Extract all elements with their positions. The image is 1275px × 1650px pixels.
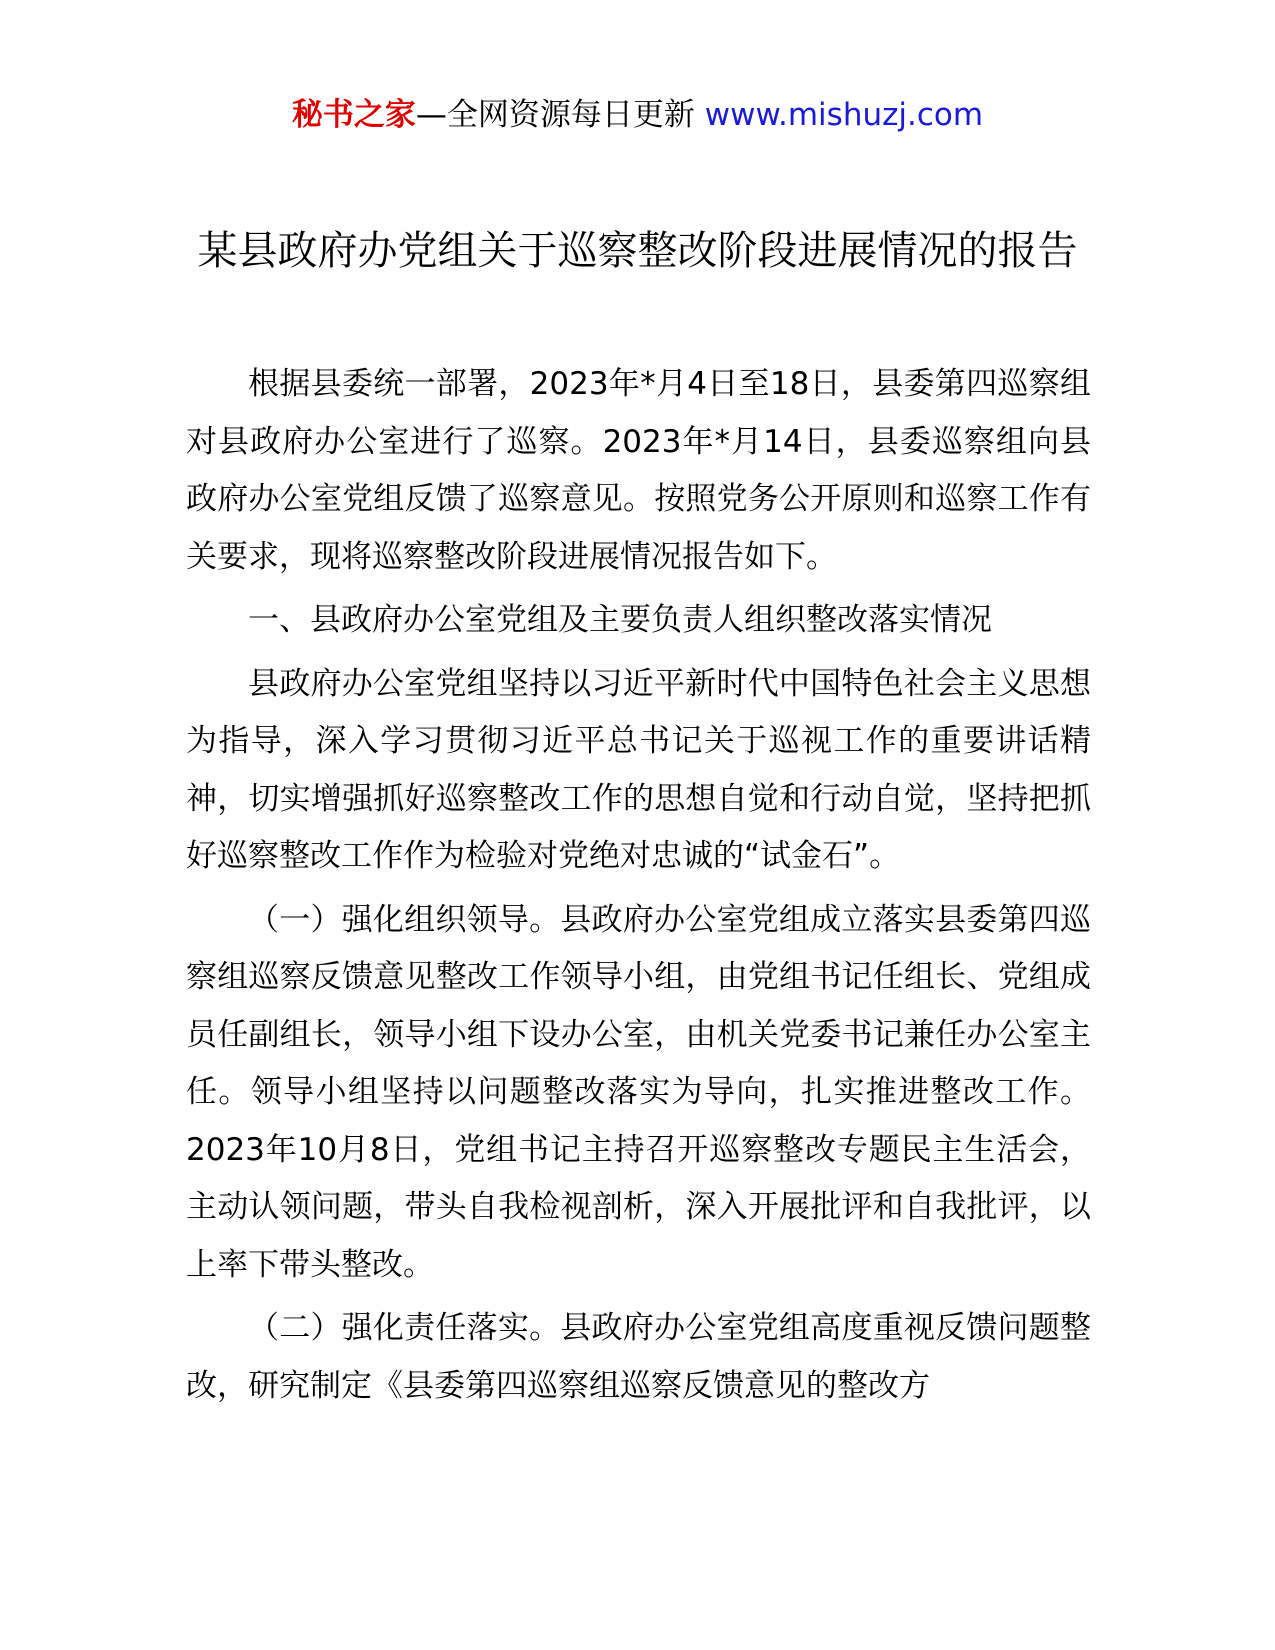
paragraph-intro: 根据县委统一部署，2023年*月4日至18日，县委第四巡察组对县政府办公室进行了巡察。2023年*月14日，县委巡察组向县政府办公室党组反馈了巡察意见。按照党务公开原则和巡察工作有关要求，现将巡察整改阶段进展情况报告如下。 bbox=[186, 366, 1091, 575]
site-brand: 秘书之家 bbox=[291, 97, 416, 133]
paragraph-subsection-2: （二）强化责任落实。县政府办公室党组高度重视反馈问题整改，研究制定《县委第四巡察组巡察反馈意见的整改方 bbox=[186, 1310, 1091, 1404]
document-body bbox=[186, 356, 1091, 1421]
site-url-link[interactable]: www.mishuzj.com bbox=[704, 97, 984, 133]
paragraph-section-1: 县政府办公室党组坚持以习近平新时代中国特色社会主义思想为指导，深入学习贯彻习近平总书记关于巡视工作的重要讲话精神，切实增强抓好巡察整改工作的思想自觉和行动自觉，坚持把抓好巡察整改工作作为检验对党绝对忠诚的“试金石”。 bbox=[186, 665, 1091, 874]
section-heading-1: 一、县政府办公室党组及主要负责人组织整改落实情况 bbox=[248, 602, 992, 638]
document-title: 某县政府办党组关于巡察整改阶段进展情况的报告 bbox=[197, 228, 1078, 274]
site-header bbox=[0, 95, 1275, 135]
paragraph-subsection-1: （一）强化组织领导。县政府办公室党组成立落实县委第四巡察组巡察反馈意见整改工作领导小组，由党组书记任组长、党组成员任副组长，领导小组下设办公室，由机关党委书记兼任办公室主任。领导小组坚持以问题整改落实为导向，扎实推进整改工作。2023年10月8日，党组书记主持召开巡察整改专题民主生活会，主动认领问题，带头自我检视剖析，深入开展批评和自我批评，以上率下带头整改。 bbox=[186, 901, 1091, 1283]
site-slogan: —全网资源每日更新 bbox=[415, 97, 705, 133]
